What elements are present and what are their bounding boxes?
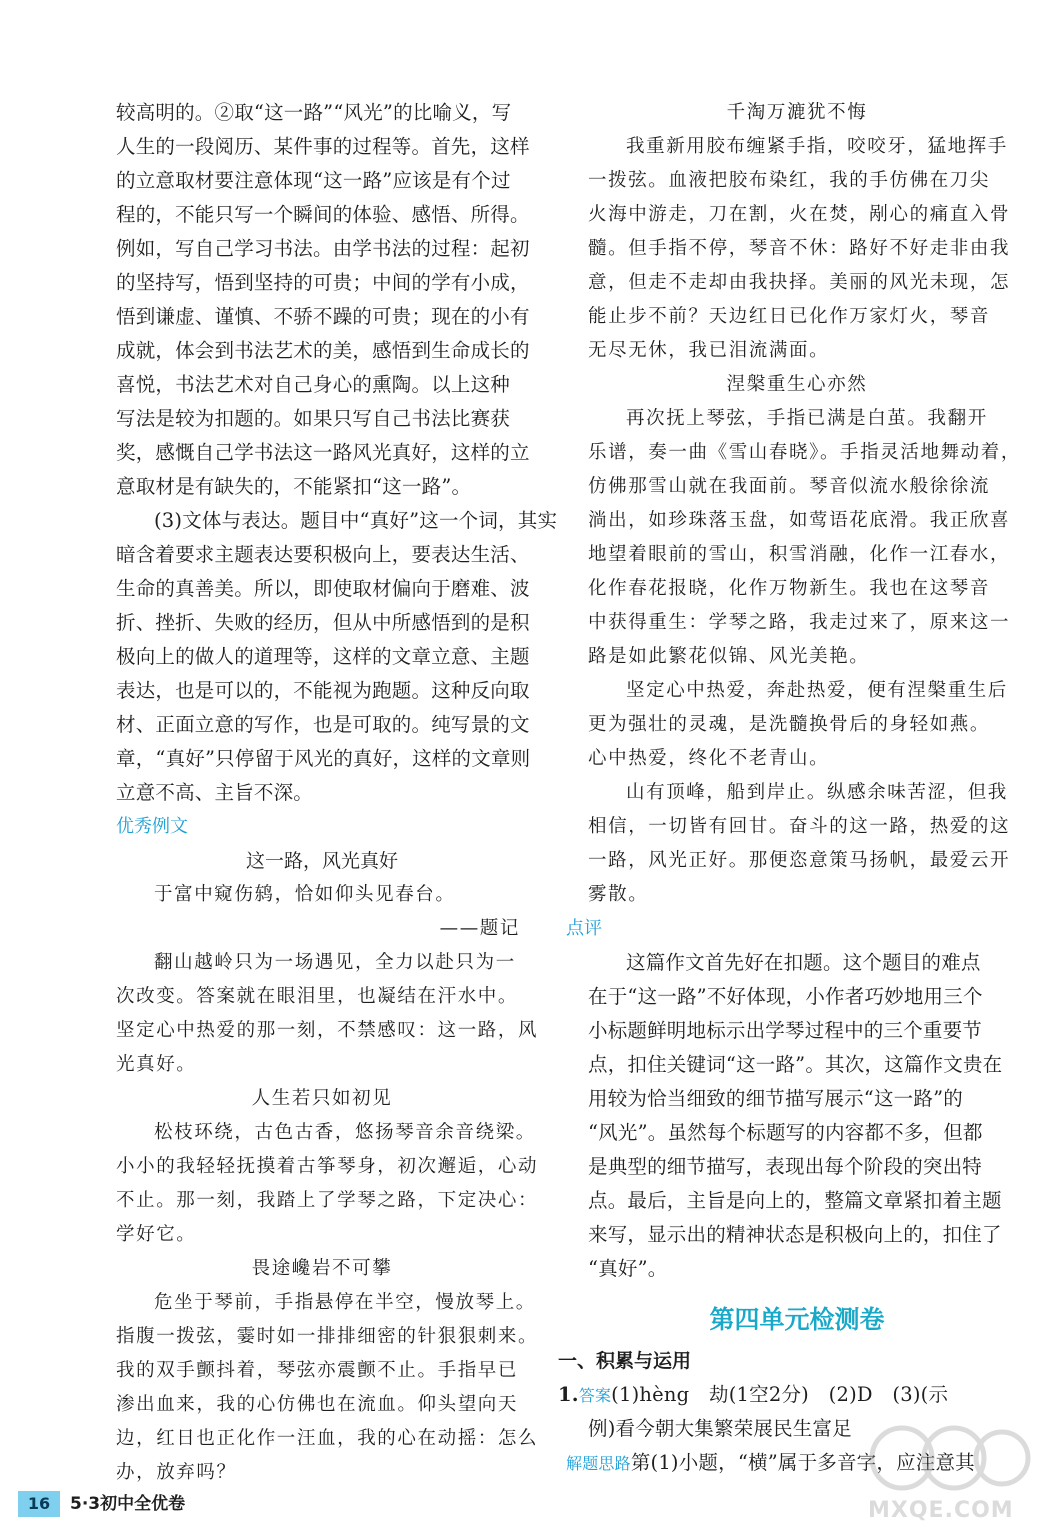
text-line: 程的，不能只写一个瞬间的体验、感悟、所得。: [116, 203, 530, 226]
question-1-line-2: 例)看今朝大集繁荣展民生富足: [588, 1417, 852, 1440]
text-line: 极向上的做人的道理等，这样的文章立意、主题: [116, 645, 530, 668]
text-line: 心中热爱，终化不老青山。: [588, 748, 830, 769]
essay-title: 这一路，风光真好: [245, 850, 398, 872]
text-line: 办，放弃吗？: [116, 1462, 237, 1483]
text-line: 材、正面立意的写作，也是可取的。纯写景的文: [116, 713, 530, 736]
answer-label: 答案: [578, 1386, 612, 1405]
text-line: 我的双手颤抖着，琴弦亦震颤不止。手指早已: [116, 1360, 519, 1381]
text-line: 生命的真善美。所以，即使取材偏向于磨难、波: [116, 577, 530, 600]
hint-label: 解题思路: [566, 1454, 631, 1473]
comment-text: [588, 946, 1006, 1286]
essay-paragraph-1: [116, 946, 539, 1082]
left-column: [116, 96, 558, 1490]
text-line: 能止步不前？天边红日已化作万家灯火，琴音: [588, 306, 991, 327]
text-line: 一拨弦。血液把胶布染红，我的手仿佛在刀尖: [588, 170, 991, 191]
text-line: “真好”。: [588, 1257, 668, 1280]
text-line: 成就，体会到书法艺术的美，感悟到生命成长的: [116, 339, 530, 362]
text-line: 光真好。: [116, 1054, 197, 1075]
excellent-essay-label: 优秀例文: [116, 816, 188, 837]
text-line: 这篇作文首先好在扣题。这个题目的难点: [626, 951, 981, 974]
unit-test-title: 第四单元检测卷: [709, 1305, 885, 1334]
text-line: 路是如此繁花似锦、风光美艳。: [588, 646, 870, 667]
text-line: 写法是较为扣题的。如果只写自己书法比赛获: [116, 407, 511, 430]
text-line: 点，扣住关键词“这一路”。其次，这篇作文贵在: [588, 1053, 1003, 1076]
text-line: 雾散。: [588, 884, 649, 905]
text-line: 章，“真好”只停留于风光的真好，这样的文章则: [116, 747, 531, 770]
text-line: 学好它。: [116, 1224, 197, 1245]
epigraph: 于富中窥伤鸫，恰如仰头见春台。: [154, 884, 456, 905]
text-line: 的立意取材要注意体现“这一路”应该是有个过: [116, 169, 511, 192]
text-line: 翻山越岭只为一场遇见，全力以赴只为一: [154, 952, 516, 973]
text-line: 折、挫折、失败的经历，但从中所感悟到的是积: [116, 611, 530, 634]
text-line: 相信，一切皆有回甘。奋斗的这一路，热爱的这: [588, 816, 1011, 837]
text-line: 悟到谦虚、谨慎、不骄不躁的可贵；现在的小有: [116, 305, 530, 328]
text-line: 喜悦，书法艺术对自己身心的熏陶。以上这种: [116, 373, 511, 396]
text-line: 点。最后，主旨是向上的，整篇文章紧扣着主题: [588, 1189, 1002, 1212]
essay-subtitle-2: 畏途巉岩不可攀: [251, 1258, 393, 1279]
text-line: 小标题鲜明地标示出学琴过程中的三个重要节: [588, 1019, 983, 1042]
text-line: 无尽无休，我已泪流满面。: [588, 340, 830, 361]
text-line: 髓。但手指不停，琴音不休：路好不好走非由我: [588, 238, 1011, 259]
essay-paragraph-3: [116, 1286, 539, 1490]
section-title: 一、积累与运用: [558, 1350, 692, 1372]
text-line: “风光”。虽然每个标题写的内容都不多，但都: [588, 1121, 983, 1144]
text-line: 人生的一段阅历、某件事的过程等。首先，这样: [116, 135, 530, 158]
text-line: 山有顶峰，船到岸止。纵感余味苦涩，但我: [626, 782, 1008, 803]
essay-subtitle-1: 人生若只如初见: [251, 1088, 393, 1109]
essay-subtitle-4: 涅槃重生心亦然: [726, 374, 868, 395]
page-number: 16: [18, 1491, 60, 1517]
text-line: 表达，也是可以的，不能视为跑题。这种反向取: [116, 679, 530, 702]
text-line: 边，红日也正化作一汪血，我的心在动摇：怎么: [116, 1428, 539, 1449]
text-line: 坚定心中热爱，奔赴热爱，便有涅槃重生后: [626, 680, 1008, 701]
text-line: 在于“这一路”不好体现，小作者巧妙地用三个: [588, 985, 983, 1008]
answer-text: (1)hèng 劫(1空2分) (2)D (3)(示: [611, 1383, 949, 1406]
essay-paragraph-6: [588, 674, 1006, 776]
text-line: 地望着眼前的雪山，积雪消融，化作一江春水，: [588, 544, 1011, 565]
text-line: 的坚持写，悟到坚持的可贵；中间的学有小成，: [116, 271, 530, 294]
question-1-line-1: [558, 1378, 1006, 1412]
analysis-text: [116, 96, 558, 810]
text-line: 较高明的。②取“这一路”“风光”的比喻义，写: [116, 101, 512, 124]
text-line: 立意不高、主旨不深。: [116, 781, 314, 804]
text-line: 次改变。答案就在眼泪里，也凝结在汗水中。: [116, 986, 519, 1007]
text-line: 小小的我轻轻抚摸着古筝琴身，初次邂逅，心动: [116, 1156, 539, 1177]
text-line: 指腹一拨弦，霎时如一排排细密的针狠狠刺来。: [116, 1326, 539, 1347]
text-line: 一路，风光正好。那便恣意策马扬帆，最爱云开: [588, 850, 1011, 871]
watermark-stamp-icon: [862, 1420, 1032, 1500]
right-column: [558, 96, 1021, 1480]
text-line: 淌出，如珍珠落玉盘，如莺语花底滑。我正欣喜: [588, 510, 1011, 531]
comment-label: 点评: [566, 918, 602, 939]
text-line: 乐谱，奏一曲《雪山春晓》。手指灵活地舞动着，: [588, 442, 1021, 463]
text-line: 仿佛那雪山就在我面前。琴音似流水般徐徐流: [588, 476, 991, 497]
essay-paragraph-5: [588, 402, 1021, 674]
text-line: 意，但走不走却由我抉择。美丽的风光未现，怎: [588, 272, 1011, 293]
text-line: (3)文体与表达。题目中“真好”这一个词，其实: [154, 509, 558, 532]
essay-paragraph-7: [588, 776, 1011, 912]
watermark-text: MXQE.COM: [868, 1498, 1014, 1523]
text-line: 来写，显示出的精神状态是积极向上的，扣住了: [588, 1223, 1002, 1246]
text-line: 坚定心中热爱的那一刻，不禁感叹：这一路，风: [116, 1020, 539, 1041]
essay-subtitle-3: 千淘万漉犹不悔: [726, 102, 868, 123]
text-line: 中获得重生：学琴之路，我走过来了，原来这一: [588, 612, 1011, 633]
essay-paragraph-4: [588, 130, 1011, 368]
hint-text: 第(1)小题，“横”属于多音字，应注意其: [630, 1451, 975, 1474]
text-line: 意取材是有缺失的，不能紧扣“这一路”。: [116, 475, 472, 498]
text-line: 渗出血来，我的心仿佛也在流血。仰头望向天: [116, 1394, 519, 1415]
essay-paragraph-2: [116, 1116, 539, 1252]
text-line: 化作春花报晓，化作万物新生。我也在这琴音: [588, 578, 991, 599]
text-line: 不止。那一刻，我踏上了学琴之路，下定决心：: [116, 1190, 539, 1211]
question-number: 1.: [558, 1383, 579, 1406]
text-line: 奖，感慨自己学书法这一路风光真好，这样的立: [116, 441, 530, 464]
text-line: 更为强壮的灵魂，是洗髓换骨后的身轻如燕。: [588, 714, 991, 735]
text-line: 松枝环绕，古色古香，悠扬琴音余音绕梁。: [154, 1122, 536, 1143]
text-line: 危坐于琴前，手指悬停在半空，慢放琴上。: [154, 1292, 536, 1313]
text-line: 暗含着要求主题表达要积极向上，要表达生活、: [116, 543, 530, 566]
text-line: 用较为恰当细致的细节描写展示“这一路”的: [588, 1087, 963, 1110]
watermark-logo: [862, 1420, 1032, 1530]
text-line: 例如，写自己学习书法。由学书法的过程：起初: [116, 237, 530, 260]
text-line: 是典型的细节描写，表现出每个阶段的突出特: [588, 1155, 983, 1178]
text-line: 再次抚上琴弦，手指已满是白茧。我翻开: [626, 408, 988, 429]
text-line: 我重新用胶布缠紧手指，咬咬牙，猛地挥手: [626, 136, 1008, 157]
text-line: 火海中游走，刀在割，火在焚，剐心的痛直入骨: [588, 204, 1011, 225]
epigraph-note: ——题记: [439, 918, 520, 939]
book-brand: 5·3初中全优卷: [70, 1494, 186, 1514]
